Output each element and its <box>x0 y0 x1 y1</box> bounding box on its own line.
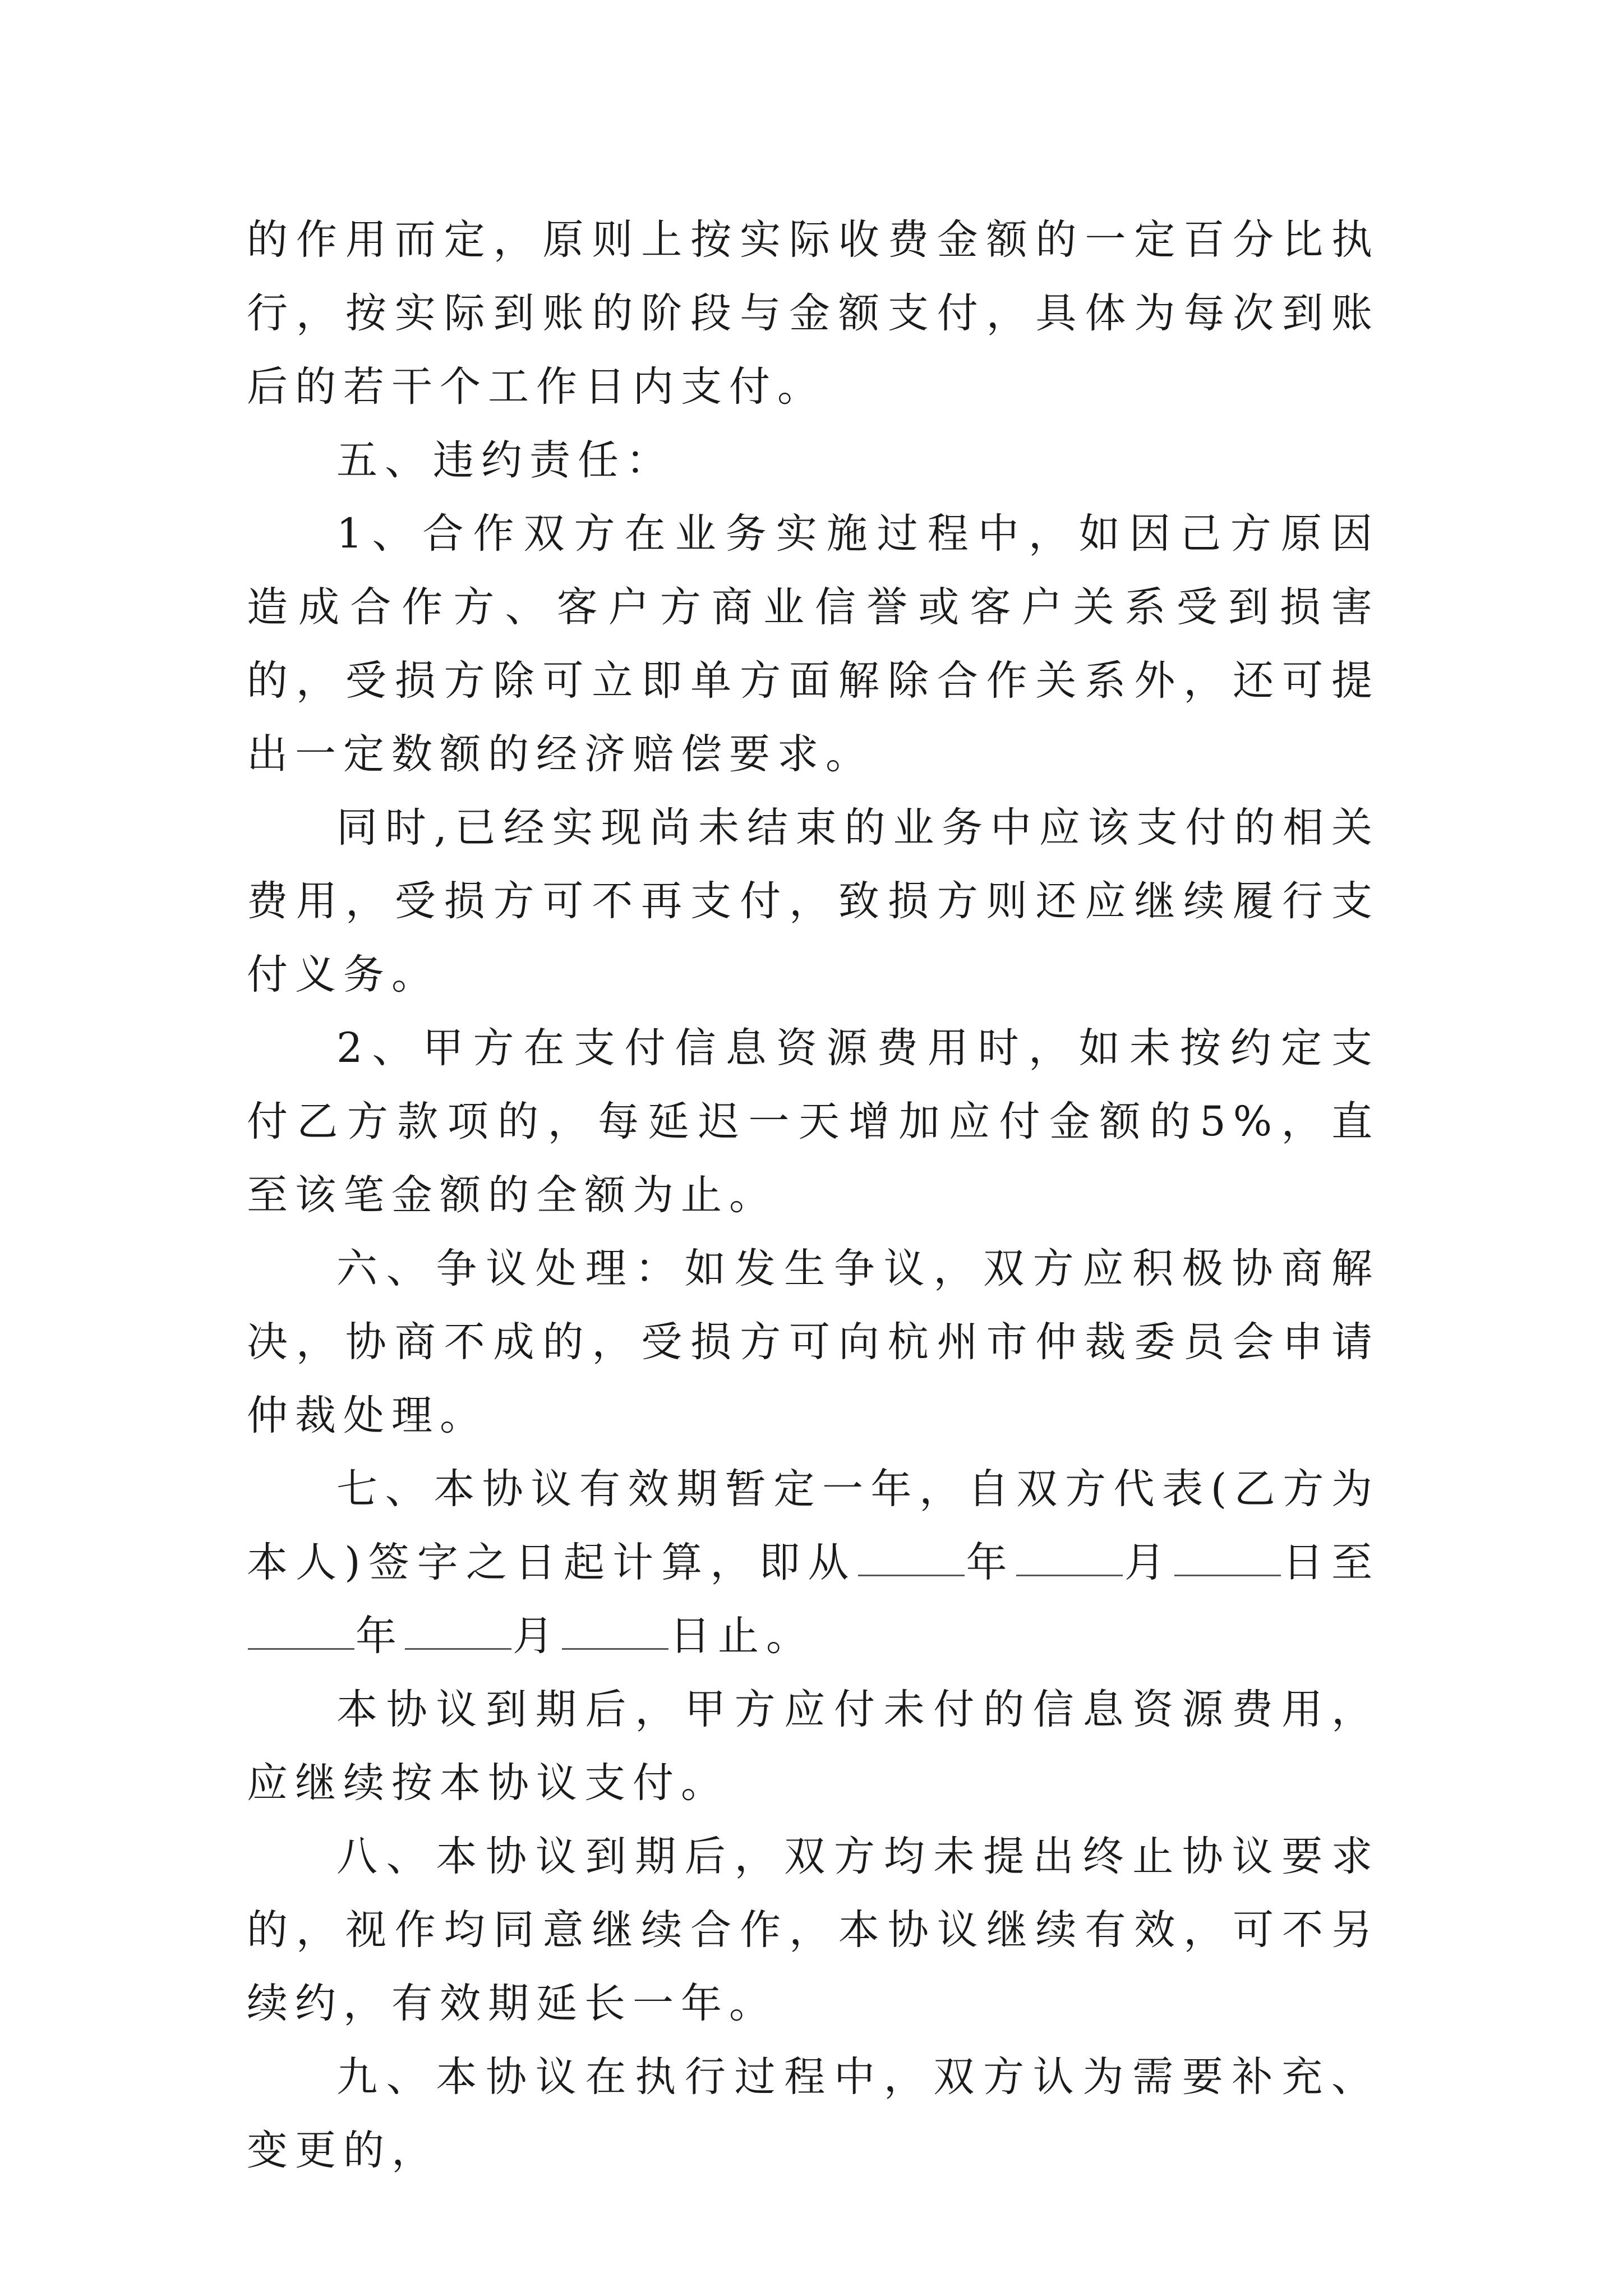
blank-end-day <box>562 1609 668 1650</box>
blank-end-month <box>405 1609 511 1650</box>
validity-end-month-label: 月 <box>513 1612 561 1660</box>
document-body <box>247 203 1380 2187</box>
paragraph-breach-2: 2、甲方在支付信息资源费用时，如未按约定支付乙方款项的，每延迟一天增加应付金额的5%，直至该笔金额的全额为止。 <box>247 1024 1380 1219</box>
paragraph-auto-renewal: 八、本协议到期后，双方均未提出终止协议要求的，视作均同意继续合作，本协议继续有效，可不另续约，有效期延长一年。 <box>247 1833 1380 2027</box>
blank-start-year <box>858 1535 965 1576</box>
heading-breach-liability: 五、违约责任： <box>336 436 674 484</box>
paragraph-payment-terms: 的作用而定，原则上按实际收费金额的一定百分比执行，按实际到账的阶段与金额支付，具体为每次到账后的若干个工作日内支付。 <box>247 216 1380 411</box>
paragraph-amendments: 九、本协议在执行过程中，双方认为需要补充、变更的， <box>247 2053 1380 2174</box>
validity-month-label: 月 <box>1123 1539 1173 1586</box>
blank-start-day <box>1174 1535 1281 1576</box>
blank-start-month <box>1016 1535 1123 1576</box>
paragraph-validity-period <box>247 1452 1380 1673</box>
blank-end-year <box>248 1609 354 1650</box>
validity-day-to-label: 日至 <box>1281 1539 1380 1586</box>
validity-end-day-label: 日止。 <box>670 1612 814 1660</box>
validity-year-label: 年 <box>965 1539 1015 1586</box>
validity-text-intro: 七、本协议有效期暂定一年，自双方代表(乙方为本人)签字之日起计算，即从 <box>247 1465 1380 1586</box>
paragraph-breach-fees: 同时,已经实现尚未结束的业务中应该支付的相关费用，受损方可不再支付，致损方则还应继续履行支付义务。 <box>247 804 1380 999</box>
validity-end-year-label: 年 <box>356 1612 404 1660</box>
paragraph-unpaid-fees: 本协议到期后，甲方应付未付的信息资源费用，应继续按本协议支付。 <box>247 1686 1380 1807</box>
paragraph-breach-1: 1、合作双方在业务实施过程中，如因己方原因造成合作方、客户方商业信誉或客户关系受到损害的，受损方除可立即单方面解除合作关系外，还可提出一定数额的经济赔偿要求。 <box>247 510 1380 778</box>
paragraph-dispute-resolution: 六、争议处理：如发生争议，双方应积极协商解决，协商不成的，受损方可向杭州市仲裁委员会申请仲裁处理。 <box>247 1245 1380 1439</box>
